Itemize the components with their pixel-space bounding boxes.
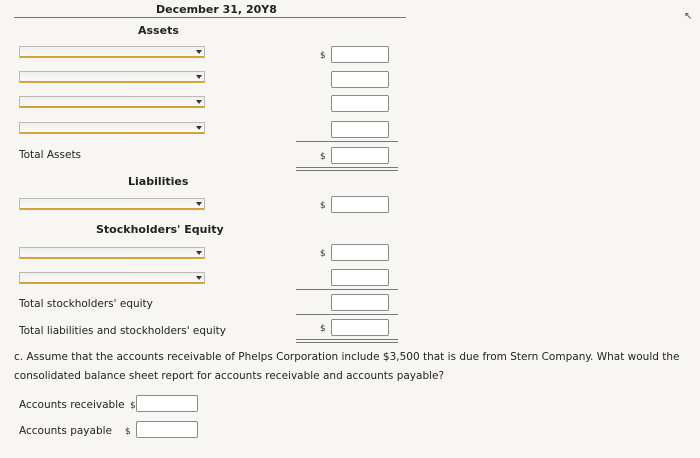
asset-account-select-3[interactable] (19, 96, 205, 108)
chevron-down-icon (196, 50, 202, 54)
question-c-text: c. Assume that the accounts receivable of Phelps Corporation include $3,500 that is due from Stern Company. What would the consolidated balance sheet report for accounts receivable and accounts payable? (14, 351, 680, 382)
assets-sum-rule (296, 141, 398, 142)
total-liab-equity-input[interactable] (331, 319, 389, 336)
equity-heading: Stockholders' Equity (96, 223, 224, 236)
equity-account-select-2[interactable] (19, 272, 205, 284)
asset-account-select-2[interactable] (19, 71, 205, 83)
dollar-sign: $ (320, 201, 326, 211)
asset-amount-input-1[interactable] (331, 46, 389, 63)
dollar-sign: $ (320, 51, 326, 61)
accounts-receivable-input[interactable] (136, 395, 198, 412)
chevron-down-icon (196, 75, 202, 79)
arrow-cursor-icon: ↖ (684, 11, 693, 22)
accounts-receivable-label: Accounts receivable (19, 399, 125, 411)
liability-account-select[interactable] (19, 198, 205, 210)
chevron-down-icon (196, 276, 202, 280)
asset-amount-input-3[interactable] (331, 95, 389, 112)
equity-amount-input-2[interactable] (331, 269, 389, 286)
dollar-sign: $ (320, 249, 326, 259)
assets-heading: Assets (138, 24, 179, 37)
dollar-sign: $ (320, 324, 326, 334)
total-equity-rule (296, 314, 398, 315)
total-double-rule-2 (296, 342, 398, 343)
accounts-payable-input[interactable] (136, 421, 198, 438)
total-assets-label: Total Assets (19, 149, 82, 161)
total-assets-input[interactable] (331, 147, 389, 164)
accounts-payable-label: Accounts payable (19, 425, 112, 437)
total-equity-input[interactable] (331, 294, 389, 311)
balance-sheet-date: December 31, 20Y8 (156, 3, 277, 16)
chevron-down-icon (196, 126, 202, 130)
total-liab-equity-label: Total liabilities and stockholders' equity (19, 325, 226, 337)
asset-account-select-1[interactable] (19, 46, 205, 58)
chevron-down-icon (196, 202, 202, 206)
header-top-rule (14, 17, 406, 18)
dollar-sign: $ (125, 427, 131, 437)
liability-amount-input[interactable] (331, 196, 389, 213)
liabilities-heading: Liabilities (128, 175, 189, 188)
chevron-down-icon (196, 100, 202, 104)
equity-account-select-1[interactable] (19, 247, 205, 259)
equity-sum-rule (296, 289, 398, 290)
total-double-rule-1 (296, 339, 398, 340)
dollar-sign: $ (320, 152, 326, 162)
total-assets-double-rule-2 (296, 170, 398, 171)
total-equity-label: Total stockholders' equity (19, 298, 153, 310)
chevron-down-icon (196, 251, 202, 255)
total-assets-double-rule-1 (296, 167, 398, 168)
asset-amount-input-2[interactable] (331, 71, 389, 88)
equity-amount-input-1[interactable] (331, 244, 389, 261)
dollar-sign: $ (130, 401, 136, 411)
asset-account-select-4[interactable] (19, 122, 205, 134)
asset-amount-input-4[interactable] (331, 121, 389, 138)
